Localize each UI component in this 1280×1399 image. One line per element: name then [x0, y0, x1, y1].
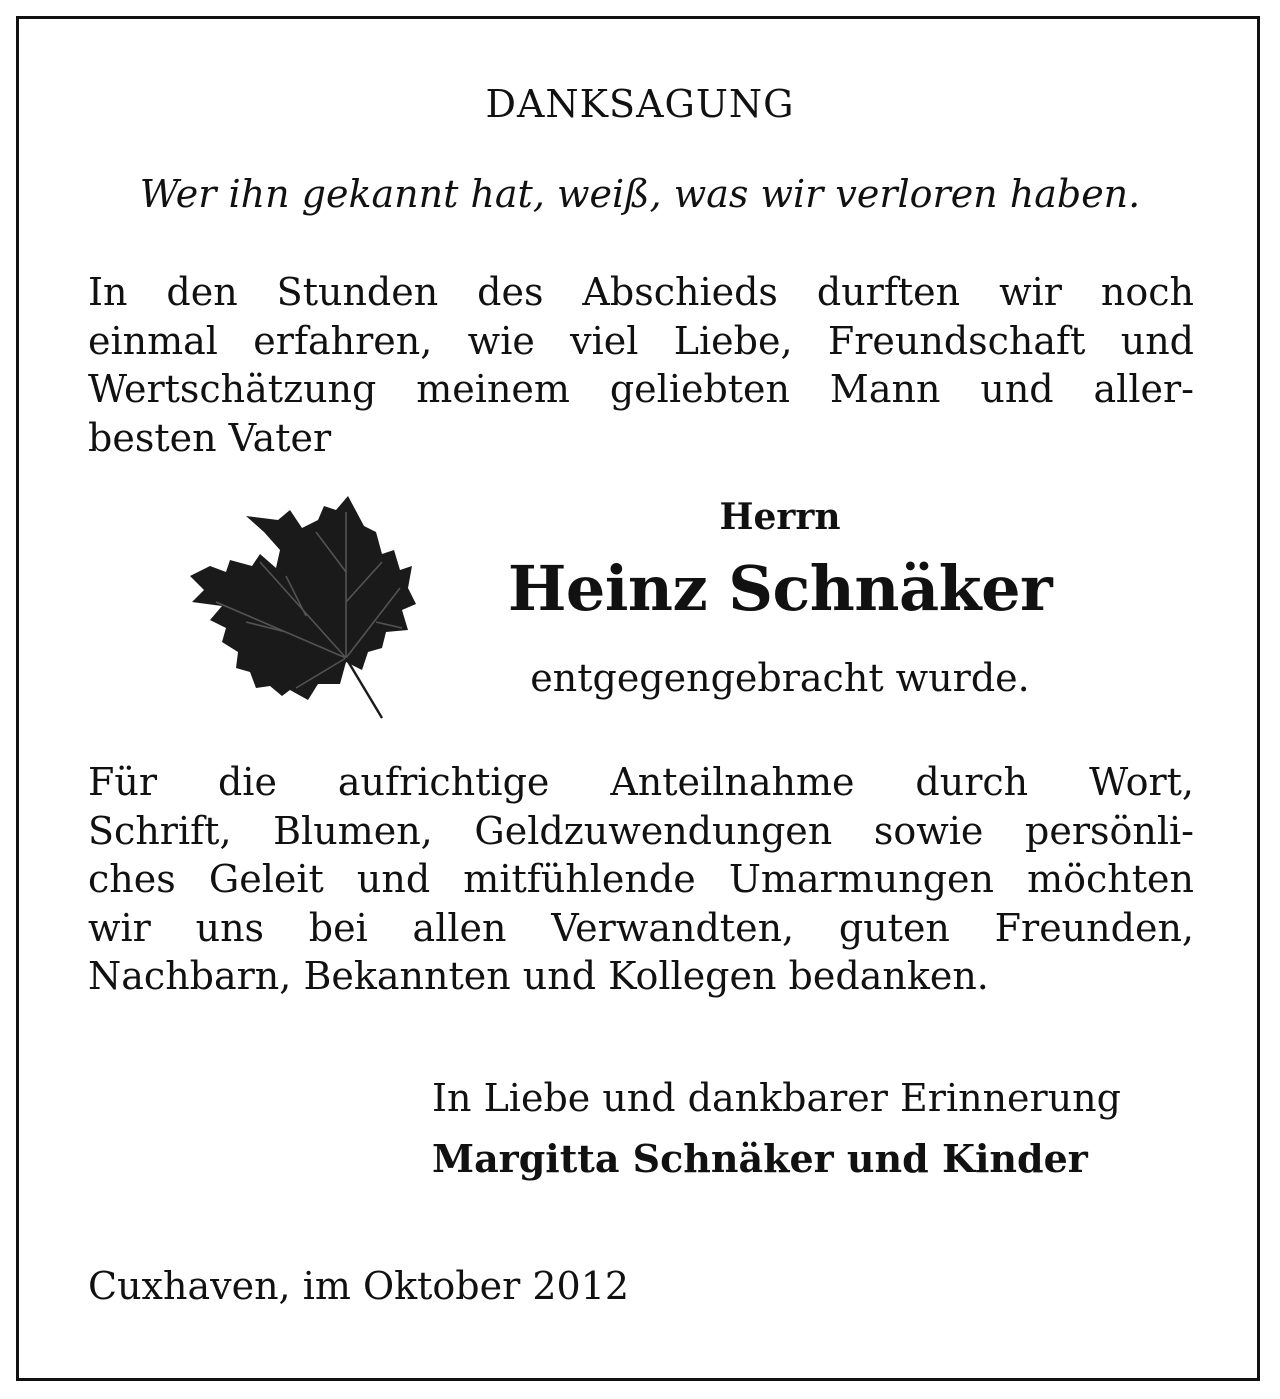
received-text: entgegengebracht wurde. [530, 656, 1030, 700]
deceased-name: Heinz Schnäker [507, 552, 1053, 625]
place-date: Cuxhaven, im Oktober 2012 [88, 1264, 630, 1308]
paragraph-line: Für die aufrichtige Anteilnahme durch Wort, [88, 760, 1194, 804]
paragraph-line: wir uns bei allen Verwandten, guten Freunden, [88, 905, 1194, 950]
paragraph-line: Schrift, Blumen, Geldzuwendungen sowie persönli- [88, 808, 1194, 853]
paragraph-line: Wertschätzung meinem geliebten Mann und aller- [88, 367, 1194, 411]
notice-heading: DANKSAGUNG [485, 82, 795, 126]
signer-names: Margitta Schnäker und Kinder [432, 1136, 1088, 1181]
paragraph-line: ches Geleit und mitfühlende Umarmungen möchten [88, 857, 1194, 901]
paragraph-line: besten Vater [88, 415, 332, 460]
paragraph-thanks [88, 758, 1194, 1001]
paragraph-line: Nachbarn, Bekannten und Kollegen bedanken. [88, 954, 989, 998]
salutation: Herrn [719, 496, 841, 538]
notice-motto: Wer ihn gekannt hat, weiß, was wir verloren haben. [139, 172, 1141, 216]
paragraph-line: In den Stunden des Abschieds durften wir noch [88, 270, 1194, 314]
paragraph-intro [88, 268, 1194, 462]
paragraph-line: einmal erfahren, wie viel Liebe, Freundschaft und [88, 318, 1194, 363]
closing-line: In Liebe und dankbarer Erinnerung [432, 1076, 1121, 1120]
